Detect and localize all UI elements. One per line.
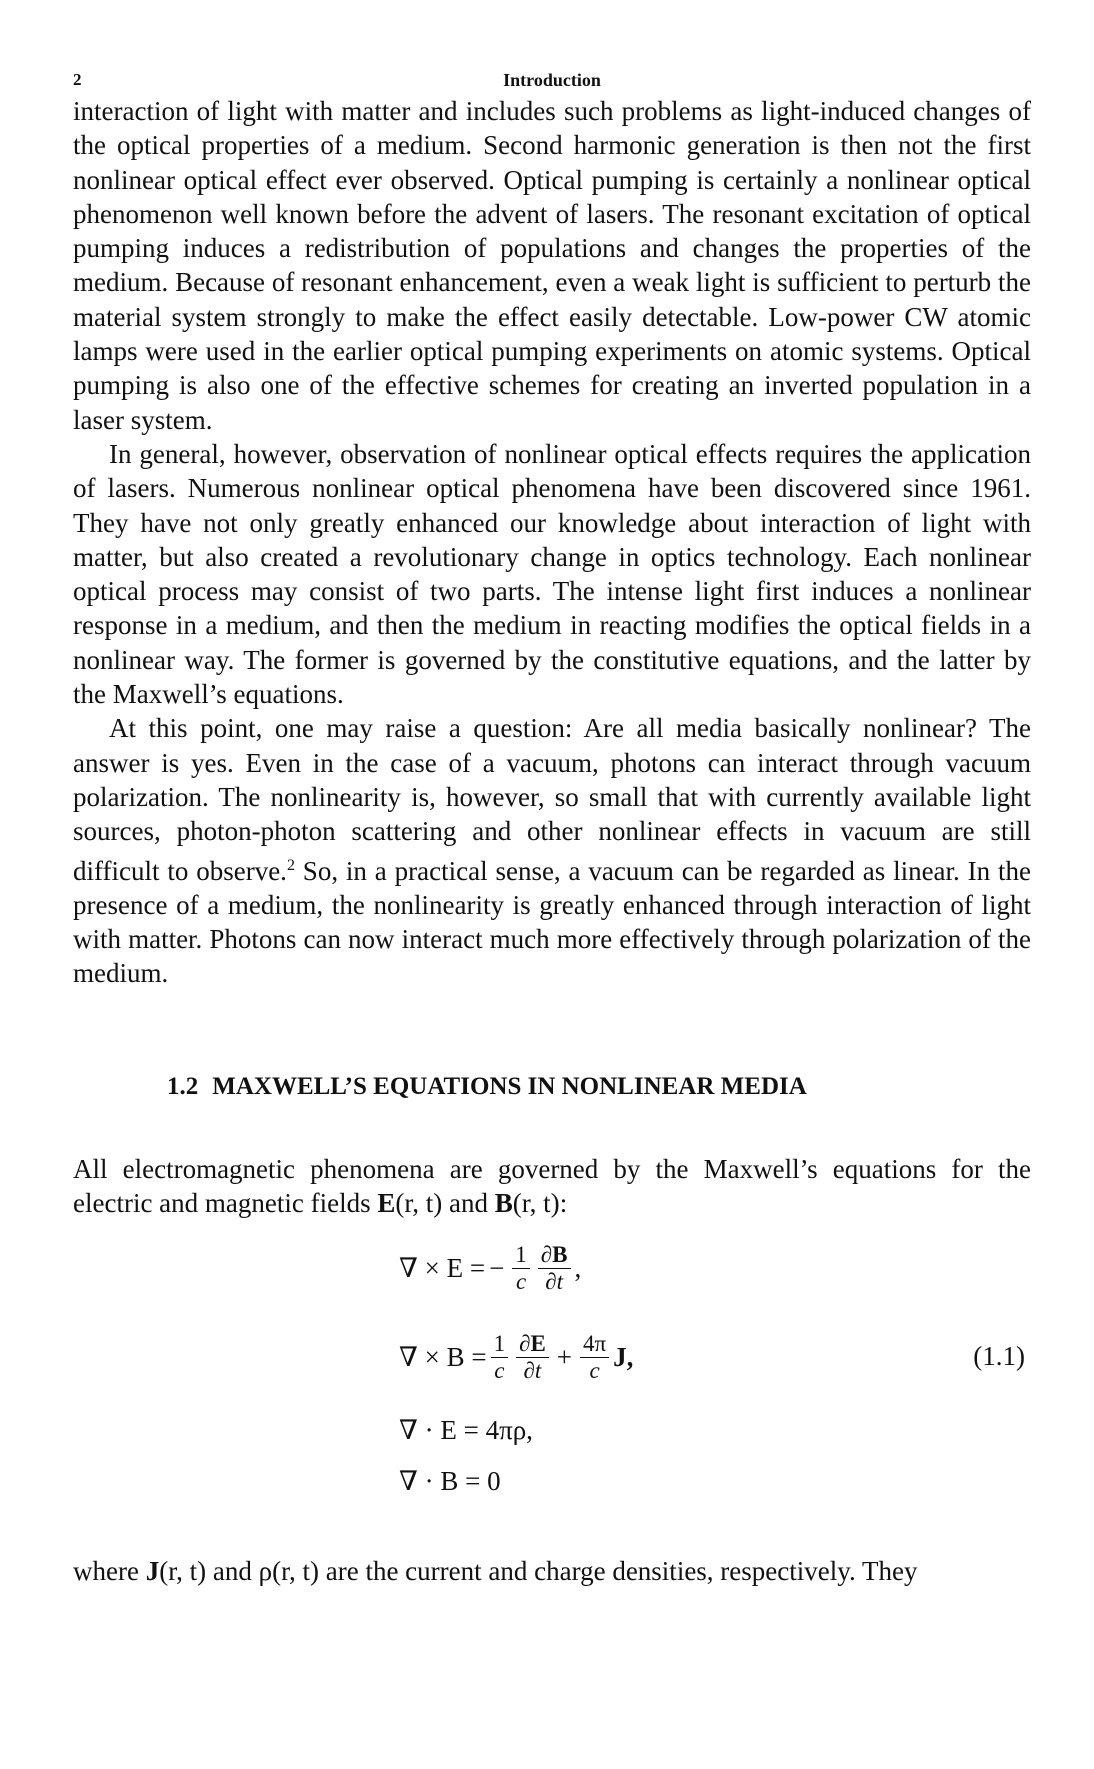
closing-paragraph — [73, 1554, 1031, 1588]
equation-curl-b — [399, 1331, 633, 1384]
eq1-f2-num: ∂B — [538, 1242, 571, 1269]
equation-div-e: ∇ · E = 4πρ, — [399, 1415, 533, 1446]
eq2-f1-num: 1 — [491, 1331, 509, 1358]
eq2-frac-2 — [516, 1331, 549, 1384]
maxwell-equations — [73, 1242, 1031, 1512]
eq1-lhs: ∇ × E = — [399, 1253, 486, 1284]
closing-and: and — [206, 1556, 259, 1587]
book-page — [73, 58, 1031, 1589]
section-heading — [73, 1072, 1031, 1102]
equation-number: (1.1) — [973, 1341, 1025, 1372]
intro-text: All electromagnetic phenomena are governed by the Maxwell’s equations for the electric and magnetic fields — [73, 1153, 1031, 1219]
eq2-tail: J, — [613, 1342, 634, 1373]
eq2-f3-num: 4π — [580, 1331, 609, 1358]
paragraph-2: In general, however, observation of nonlinear optical effects requires the application of lasers. Numerous nonlinear optical phenomena have been discovered since 1961. They have not only greatly enhanced our knowledge about interaction of light with matter, but also created a revolutionary change in optics technology. Each nonlinear optical process may consist of two parts. The intense light first induces a nonlinear response in a medium, and then the medium in reacting modifies the optical fields in a nonlinear way. The former is governed by the constitutive equations, and the latter by the Maxwell’s equations. — [73, 438, 1031, 710]
running-head — [73, 58, 1031, 94]
section-title: MAXWELL’S EQUATIONS IN NONLINEAR MEDIA — [212, 1072, 807, 1100]
b-field-symbol: B — [494, 1188, 513, 1219]
eq1-f1-num: 1 — [512, 1242, 530, 1269]
eq2-f2-den: ∂t — [523, 1358, 542, 1384]
section-number: 1.2 — [167, 1072, 199, 1100]
intro-colon: : — [559, 1188, 568, 1219]
page-number: 2 — [73, 70, 82, 89]
equation-div-b: ∇ · B = 0 — [399, 1466, 501, 1497]
intro-paragraph — [73, 1152, 1031, 1221]
b-field-arg: (r, t) — [512, 1188, 560, 1219]
j-arg: (r, t) — [159, 1556, 207, 1587]
closing-where: where — [73, 1556, 146, 1587]
eq1-f2-den: ∂t — [545, 1269, 564, 1295]
eq2-f1-den: c — [494, 1358, 505, 1384]
rho-symbol: ρ(r, t) — [258, 1556, 319, 1587]
footnote-ref: 2 — [286, 856, 295, 874]
eq1-frac-2 — [538, 1242, 571, 1295]
paragraph-1: interaction of light with matter and includes such problems as light-induced changes of the optical properties of a medium. Second harmonic generation is then not the first nonlinear optical effect ever observed. Optical pumping is certainly a nonlinear optical phenomenon well known before the advent of lasers. The resonant excitation of optical pumping induces a redistribution of populations and changes the properties of the medium. Because of resonant enhancement, even a weak light is sufficient to perturb the material system strongly to make the effect easily detectable. Low-power CW atomic lamps were used in the earlier optical pumping experiments on atomic systems. Optical pumping is also one of the effective schemes for creating an inverted population in a laser system. — [73, 96, 1031, 435]
e-field-symbol: E — [377, 1188, 396, 1219]
eq1-frac-1 — [512, 1242, 530, 1295]
closing-rest: are the current and charge densities, respectively. They — [318, 1556, 918, 1587]
paragraph-3-text-a: At this point, one may raise a question: Are all media basically nonlinear? The answer is yes. Even in the case of a vacuum, photons can interact through vacuum polarization. The nonlinearity is, however, so small that with currently available light sources, photon-photon scattering and other nonlinear effects in vacuum are still difficult to observe. — [73, 713, 1031, 886]
header-title: Introduction — [503, 70, 601, 90]
eq2-plus: + — [556, 1342, 573, 1373]
paragraph-3-text-b: So, in a practical sense, a vacuum can be regarded as linear. In the presence of a medium, the nonlinearity is greatly enhanced through interaction of light with matter. Photons can now interact much more effectively through polarization of the medium. — [73, 855, 1031, 989]
e-field-arg: (r, t) — [395, 1188, 443, 1219]
equation-curl-e — [399, 1242, 581, 1295]
eq1-tail: , — [574, 1253, 582, 1284]
paragraph-3 — [73, 711, 1031, 990]
eq2-lhs: ∇ × B = — [399, 1342, 487, 1373]
eq2-frac-1 — [491, 1331, 509, 1384]
eq2-f2-num: ∂E — [516, 1331, 549, 1358]
intro-and: and — [442, 1188, 495, 1219]
eq2-frac-3 — [580, 1331, 609, 1384]
eq1-sign: − — [489, 1253, 505, 1284]
eq1-f1-den: c — [515, 1269, 527, 1295]
eq2-f3-den: c — [589, 1358, 600, 1384]
j-symbol: J — [145, 1556, 160, 1587]
